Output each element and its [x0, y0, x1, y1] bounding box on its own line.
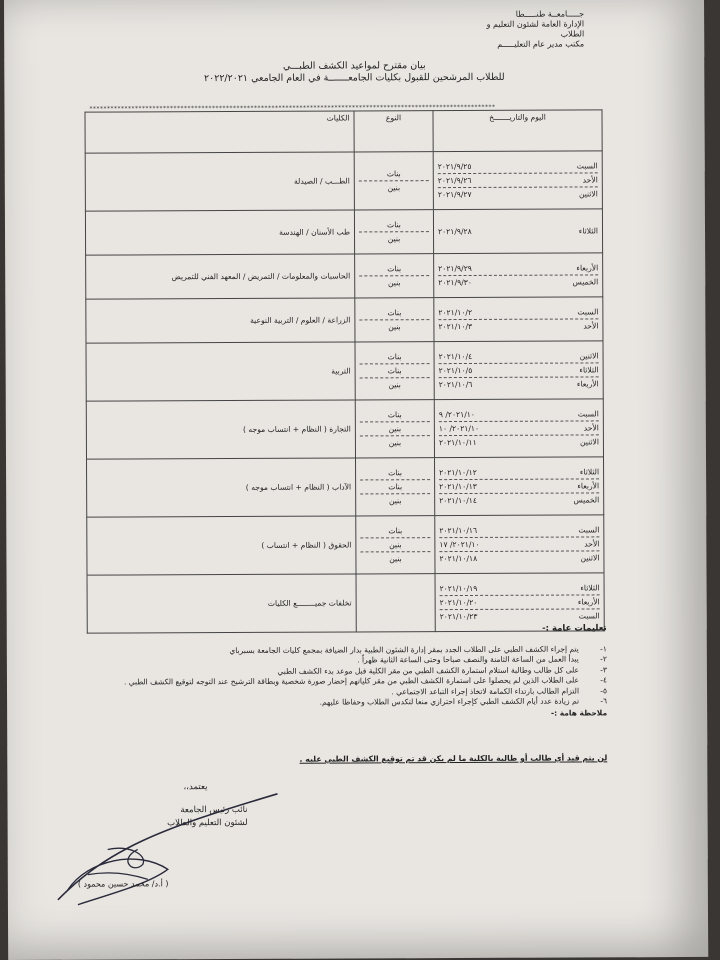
college-cell: التربية	[86, 342, 355, 401]
date-value: ٢٠٢١/١٠/٢٣	[439, 611, 478, 622]
registration-warning: لن يتم قيد أي طالب أو طالبة بالكلية ما لم يكن قد تم توقيع الكشف الطبي عليه .	[299, 753, 608, 764]
document-title	[144, 60, 564, 86]
table-row	[86, 253, 603, 299]
day-name: الأربعاء	[576, 379, 599, 389]
gender-label: بنات	[387, 264, 402, 274]
day-name: الأربعاء	[576, 263, 599, 273]
day-date-cell	[433, 151, 602, 210]
date-value: ٢٠٢١/١٠/٥	[438, 365, 473, 376]
table-row	[85, 151, 602, 211]
instruction-item: ٥- التزام الطالب بارتداء الكمامة لاتخاذ إجراء التباعد الاجتماعي .	[391, 685, 608, 696]
signatory-name: ( أ.د/ محمد حسين محمود )	[77, 879, 169, 889]
gender-cell	[355, 254, 434, 298]
general-instructions	[67, 623, 607, 720]
gender-cell	[354, 210, 433, 254]
day-date-cell	[435, 457, 604, 516]
important-remark: ملاحظة هامة :-	[550, 707, 608, 718]
gender-label: بنات	[387, 410, 402, 420]
college-cell: الطـــب / الصيدلة	[85, 152, 354, 211]
signatory-role-2: لشئون التعليم والطلاب	[167, 817, 248, 829]
gender-label: بنات	[388, 482, 403, 492]
day-name: الاثنين	[578, 189, 598, 199]
day-name: الخميس	[572, 277, 599, 287]
date-value: ٢٠٢١/١٠/١٤	[439, 495, 477, 506]
date-value: ٢٠٢١/٩/٢٦	[437, 175, 472, 186]
day-name: السبت	[577, 307, 599, 317]
day-date-cell	[434, 253, 603, 298]
signatory-role-1: نائب رئيس الجامعة	[180, 804, 248, 816]
college-cell: الحقوق ( النظام + انتساب )	[87, 516, 356, 575]
gender-label: بنات	[387, 366, 402, 376]
letterhead-office: مكتب مدير عام التعليـــــم	[497, 39, 585, 49]
gender-label: بنين	[387, 234, 401, 244]
day-name: الأحد	[584, 539, 600, 549]
gender-label: بنين	[387, 278, 401, 288]
college-cell: الحاسبات والمعلومات / التمريض / المعهد الفني للتمريض	[86, 254, 355, 299]
date-value: ٢٠٢١/٩/٢٥	[437, 161, 472, 172]
date-value: ٢٠٢١/٩/٢٩	[438, 263, 472, 274]
table-row	[86, 341, 603, 401]
college-cell: الزراعة / العلوم / التربية النوعية	[86, 298, 355, 343]
schedule-table	[84, 109, 604, 633]
gender-cell	[354, 152, 433, 210]
table-header-row	[85, 110, 602, 153]
instructions-heading: تعليمات عامة :-	[542, 623, 607, 634]
gender-label: بنات	[386, 169, 401, 179]
approval-label: يعتمد،،	[183, 782, 208, 793]
day-date-cell	[434, 341, 603, 400]
letterhead	[464, 9, 584, 50]
gender-label: بنات	[387, 352, 402, 362]
schedule-body	[85, 151, 604, 633]
day-name: الثلاثاء	[580, 583, 600, 593]
day-date-cell	[434, 399, 603, 458]
gender-label: بنين	[389, 554, 402, 564]
day-name: الأربعاء	[577, 597, 600, 607]
date-value: ٢٠٢١/١٠/٢	[438, 307, 473, 318]
day-name: الاثنين	[580, 553, 600, 563]
date-value: ٢٠٢١/١٠/٦	[438, 379, 473, 390]
date-value: ٢٠٢١/١٠/١٨	[439, 553, 478, 564]
header-colleges: الكليات	[85, 111, 354, 153]
date-value: ٢٠٢١/٩/٣٠	[438, 277, 472, 288]
letterhead-university: جـــــامعــة طنـــــطا	[515, 9, 585, 19]
date-value: ٢٠٢١/١٠/٢٠	[439, 597, 478, 608]
table-row	[86, 399, 603, 459]
day-name: الأحد	[583, 423, 599, 433]
handwritten-signature	[47, 789, 288, 920]
title-line-2: للطلاب المرشحين للقبول بكليات الجامعـــــــة في العام الجامعي ٢٠٢٢/٢٠٢١	[203, 71, 505, 85]
day-name: السبت	[576, 161, 598, 171]
day-date-cell	[435, 515, 604, 574]
day-date-cell	[433, 209, 602, 254]
date-value: ٢٠٢١/١٠/١٣	[439, 481, 477, 492]
college-cell: التجارة ( النظام + انتساب موجه )	[86, 400, 355, 459]
gender-label: بنات	[387, 220, 401, 230]
college-cell: طب الأسنان / الهندسة	[85, 210, 354, 255]
college-cell: الآداب ( النظام + انتساب موجه )	[87, 458, 356, 517]
table-row	[87, 457, 604, 517]
day-name: الاثنين	[579, 437, 599, 447]
day-name: السبت	[578, 525, 600, 535]
day-name: الأحد	[583, 321, 599, 331]
gender-cell	[356, 516, 435, 574]
day-name: الثلاثاء	[578, 226, 599, 236]
gender-cell	[356, 458, 435, 516]
day-name: الأحد	[582, 175, 598, 185]
gender-cell	[355, 298, 434, 342]
date-value: ٢٠٢١/١٠/ ١٧	[439, 539, 480, 550]
table-row	[85, 209, 602, 255]
instruction-item: ٤- على الطلاب الذين لم يحصلوا على استمارة الكشف الطبي من مقر كلياتهم إحضار صورة شخصية وبطاقة الترشيح عند التوجه لتوقيع الكشف الطبي .	[123, 675, 607, 687]
day-name: الاثنين	[579, 351, 599, 361]
header-gender: النوع	[354, 111, 433, 152]
gender-label: بنين	[389, 540, 402, 550]
gender-label: بنين	[388, 438, 402, 448]
date-value: ٢٠٢١/١٠/ ١٠	[438, 423, 480, 434]
gender-label: بنين	[388, 380, 401, 390]
gender-label: بنين	[388, 496, 402, 506]
header-day-date: اليوم والتاريـــــــخ	[433, 110, 602, 152]
date-value: ٢٠٢١/١٠/٣	[438, 321, 473, 332]
instruction-item: ٣- على كل طالب وطالبة استلام استمارة الكشف الطبي من مقر الكلية قبل موعد بدء الكشف الطبي	[277, 664, 607, 676]
date-value: ٢٠٢١/٩/٢٨	[437, 226, 472, 237]
day-date-cell	[434, 297, 603, 342]
date-value: ٢٠٢١/١٠/١٩	[439, 583, 478, 594]
gender-label: بنين	[387, 183, 401, 193]
gender-label: بنين	[388, 424, 402, 434]
table-row	[87, 515, 604, 575]
date-value: ٢٠٢١/١٠/ ٩	[438, 409, 475, 420]
day-name: الأربعاء	[577, 481, 600, 491]
date-value: ٢٠٢١/١٠/٤	[438, 351, 473, 362]
day-name: السبت	[577, 409, 599, 419]
day-name: الخميس	[573, 495, 600, 505]
date-value: ٢٠٢١/١٠/١٢	[439, 467, 477, 478]
instruction-item: ٢- يبدأ العمل من الساعة الثامنة والنصف صباحا وحتى الساعة الثانية ظهراً .	[357, 654, 607, 665]
gender-label: بنات	[387, 308, 402, 318]
star-divider: ********************************************************************************************************************	[89, 103, 496, 113]
gender-label: بنين	[388, 322, 401, 332]
date-value: ٢٠٢١/١٠/١١	[438, 437, 477, 448]
letterhead-department: الإدارة العامة لشئون التعليم و الطلاب	[486, 19, 585, 39]
date-value: ٢٠٢١/١٠/١٦	[439, 525, 478, 536]
title-line-1: بيان مقترح لمواعيد الكشف الطبـــي	[282, 60, 426, 72]
gender-cell	[355, 400, 434, 458]
day-name: السبت	[578, 611, 600, 621]
table-row	[86, 297, 603, 343]
date-value: ٢٠٢١/٩/٢٧	[437, 189, 472, 200]
day-name: الثلاثاء	[579, 467, 600, 477]
gender-label: بنات	[388, 468, 403, 478]
instruction-item: ١- يتم إجراء الكشف الطبي على الطلاب الجدد بمقر إدارة الشئون الطبية بدار الضيافة بمجمع كليات الجامعة بسبرباي	[229, 643, 607, 655]
document-page	[4, 0, 708, 960]
instruction-item: ٦- تم زيادة عدد أيام الكشف الطبي كإجراء احترازي منعا لتكدس الطلاب وحفاظا عليهم.	[319, 696, 608, 707]
day-name: الثلاثاء	[579, 365, 599, 375]
college-cell: تخلفات جميــــــــع الكليات	[87, 574, 356, 633]
gender-label: بنات	[388, 526, 403, 536]
gender-cell	[355, 342, 434, 400]
